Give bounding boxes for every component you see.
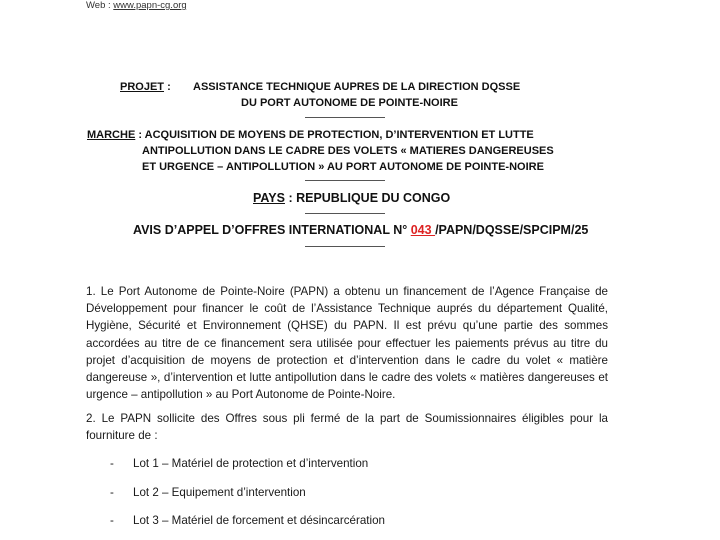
web-label: Web : bbox=[86, 0, 114, 11]
divider bbox=[305, 246, 385, 247]
paragraph-2: 2. Le PAPN sollicite des Offres sous pli fermé de la part de Soumissionnaires éligibles pour la fourniture de : bbox=[86, 412, 608, 443]
pays-heading bbox=[253, 191, 450, 205]
pays-value: : REPUBLIQUE DU CONGO bbox=[284, 191, 451, 205]
website-link[interactable]: www.papn-cg.org bbox=[113, 0, 187, 11]
marche-line-1: ACQUISITION DE MOYENS DE PROTECTION, D’INTERVENTION ET LUTTE bbox=[144, 129, 534, 141]
lot-1: Lot 1 – Matériel de protection et d’intervention bbox=[133, 457, 369, 470]
bullet: - bbox=[110, 514, 114, 527]
lot-3: Lot 3 – Matériel de forcement et désincarcération bbox=[133, 514, 385, 527]
marche-heading: MARCHE : ACQUISITION DE MOYENS DE PROTECTION, D’INTERVENTION ET LUTTE bbox=[87, 129, 534, 141]
bullet: - bbox=[110, 457, 114, 470]
bullet: - bbox=[110, 486, 114, 499]
website-line bbox=[86, 0, 187, 11]
marche-line-2: ANTIPOLLUTION DANS LE CADRE DES VOLETS « MATIERES DANGEREUSES bbox=[142, 145, 554, 157]
marche-label: MARCHE bbox=[87, 129, 136, 141]
pays-label: PAYS bbox=[253, 191, 285, 205]
avis-title: AVIS D’APPEL D’OFFRES INTERNATIONAL N° 043 /PAPN/DQSSE/SPCIPM/25 bbox=[133, 223, 589, 237]
projet-line-2: DU PORT AUTONOME DE POINTE-NOIRE bbox=[241, 97, 458, 109]
divider bbox=[305, 213, 385, 214]
projet-label: PROJET bbox=[120, 81, 165, 93]
divider bbox=[305, 180, 385, 181]
marche-line-3: ET URGENCE – ANTIPOLLUTION » AU PORT AUTONOME DE POINTE-NOIRE bbox=[142, 161, 544, 173]
paragraph-1: 1. Le Port Autonome de Pointe-Noire (PAPN) a obtenu un financement de l’Agence Française de Développement pour financer le coût de l’Assistance Technique auprés du département Qualité, Hygiène, Sécurité et Environnement (QHSE) du PAPN. Il est prévu qu’une partie des sommes accordées au titre de ce financement sera utilisée pour effectuer les paiements prévus au titre du projet d’acquisition de moyens de protection et d’intervention dans le cadre du volet « matière dangereuse », d’intervention et lutte antipollution dans le cadre des volets « matières dangereuses et urgence – antipollution » au Port Autonome de Pointe-Noire. bbox=[86, 285, 608, 402]
projet-heading: PROJET : bbox=[120, 81, 171, 93]
avis-number: 043 bbox=[410, 223, 436, 237]
projet-line-1: ASSISTANCE TECHNIQUE AUPRES DE LA DIRECTION DQSSE bbox=[193, 81, 521, 93]
lot-2: Lot 2 – Equipement d’intervention bbox=[133, 486, 306, 499]
divider bbox=[305, 117, 385, 118]
